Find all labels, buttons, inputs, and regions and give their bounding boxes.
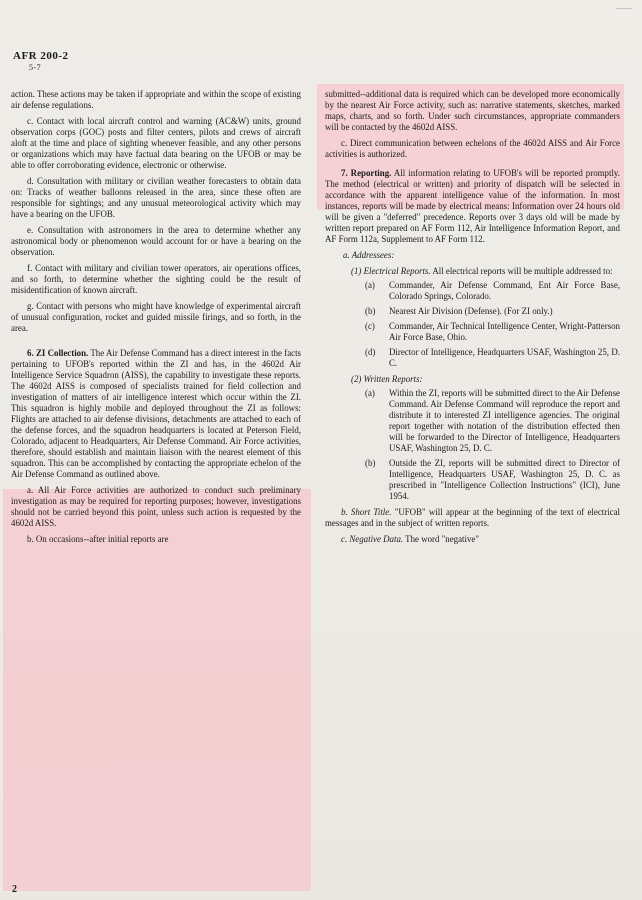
- written-reports-label: (2) Written Reports:: [351, 374, 423, 384]
- item-label: (b): [365, 458, 376, 468]
- electrical-reports: [335, 266, 620, 369]
- electrical-reports-intro: [335, 266, 620, 277]
- para-6-title: 6. ZI Collection.: [27, 348, 89, 358]
- para-7-reporting: [325, 168, 620, 245]
- doc-id: AFR 200-2: [13, 50, 69, 62]
- item-label: (d): [365, 347, 376, 357]
- item-text: Commander, Air Defense Command, Ent Air Force Base, Colorado Springs, Colorado.: [389, 280, 620, 301]
- document-header: [13, 50, 69, 72]
- para-5e: e. Consultation with astronomers in the area to determine whether any astronomical body or phenomenon would account for or have a bearing on the observation.: [11, 225, 301, 257]
- list-item: [365, 347, 620, 369]
- list-item: [365, 280, 620, 302]
- doc-sub-number: 5-7: [29, 63, 42, 72]
- list-item: [365, 388, 620, 454]
- para-5c: c. Contact with local aircraft control and warning (AC&W) units, ground observation corps (GOC) posts and filter centers, pilots and crews of aircraft aloft at the time and place of sighting whenever feasible, and any other persons or organizations which may have factual data bearing on the UFOB or may be able to offer corroborating evidence, electronic or otherwise.: [11, 116, 301, 170]
- para-6-body: The Air Defense Command has a direct interest in the facts pertaining to UFOB's reported within the ZI and has, in the 4602d Air Intelligence Service Squadron (AISS), the capability to investigate these reports. The 4602d AISS is composed of specialists trained for field collection and investigation of matters of air intelligence interest which occur within the ZI. This squadron is highly mobile and deployed throughout the ZI as follows: Flights are attached to air defense divisions, detachments are attached to each of the defense forces, and the squadron headquarters is located at Peterson Field, Colorado, adjacent to Headquarters, Air Defense Command. Air Force activities, therefore, should establish and maintain liaison with the nearest element of this squadron. This can be accomplished by contacting the appropriate echelon of the Air Defense Command as outlined above.: [11, 348, 301, 479]
- para-6b: b. On occasions--after initial reports are: [27, 534, 169, 544]
- list-item: [365, 321, 620, 343]
- item-text: Within the ZI, reports will be submitted direct to the Air Defense Command. Air Defense Command will reproduce the report and distribute it to interested ZI intelligence agencies. The original report together with notation of the distribution effected then will be forwarded to the Director of Intelligence, Headquarters USAF, Washington 25, D. C.: [389, 388, 620, 453]
- electrical-reports-body: All electrical reports will be multiple addressed to:: [432, 266, 613, 276]
- addressees-label: a. Addressees:: [343, 250, 395, 260]
- item-text: Director of Intelligence, Headquarters USAF, Washington 25, D. C.: [389, 347, 620, 368]
- para-6a: a. All Air Force activities are authorized to conduct such preliminary investigation as may be required for reporting purposes; however, investigations should not be carried beyond this point, unless such action is requested by the 4602d AISS.: [11, 485, 301, 528]
- electrical-reports-label: (1) Electrical Reports.: [351, 266, 431, 276]
- para-7b-short-title: [325, 507, 620, 529]
- negative-data-label: c. Negative Data.: [341, 534, 404, 544]
- para-6-zi-collection: [11, 348, 301, 480]
- short-title-label: b. Short Title.: [341, 507, 392, 517]
- written-report-list: [365, 388, 620, 502]
- item-text: Nearest Air Division (Defense). (For ZI only.): [389, 306, 553, 316]
- para-6c: c. Direct communication between echelons of the 4602d AISS and Air Force activities is authorized.: [325, 138, 620, 159]
- item-label: (a): [365, 388, 375, 398]
- item-label: (b): [365, 306, 376, 316]
- page-number: 2: [12, 884, 17, 895]
- para-5g: g. Contact with persons who might have knowledge of experimental aircraft of unusual configuration, rocket and guided missile firings, and so forth, in the area.: [11, 301, 301, 333]
- para-7-title: 7. Reporting.: [341, 168, 392, 178]
- short-title-body: "UFOB" will appear at the beginning of the text of electrical messages and in the subject of written reports.: [325, 507, 621, 528]
- electrical-addressee-list: [365, 280, 620, 369]
- right-column: [325, 89, 620, 550]
- list-item: [365, 306, 620, 317]
- written-reports: [335, 374, 620, 502]
- para-6b-continuation: submitted--additional data is required which can be developed more economically by the nearest Air Force activity, such as: narrative statements, sketches, marked maps, charts, and so forth. Under such circumstances, appropriate commanders will be contacted by the 4602d AISS.: [325, 89, 620, 132]
- item-label: (a): [365, 280, 375, 290]
- para-7-body: All information relating to UFOB's will be reported promptly. The method (electrical or written) and priority of dispatch will be selected in accordance with the apparent intelligence value of the information. In most instances, reports will be made by electrical means: Information over 24 hours old will be given a "deferred" precedence. Reports over 3 days old will be made by written report prepared on AF Form 112, Air Intelligence Information Report, and AF Form 112a, Supplement to AF Form 112.: [325, 168, 620, 244]
- para-5d: d. Consultation with military or civilian weather forecasters to obtain data on: Tracks of weather balloons released in the area, since these often are responsible for sightings; and any unusual meteorological activity which may have a bearing on the UFOB.: [11, 176, 301, 219]
- list-item: [365, 458, 620, 502]
- left-column: [11, 89, 301, 550]
- item-text: Commander, Air Technical Intelligence Center, Wright-Patterson Air Force Base, Ohio.: [389, 321, 620, 342]
- para-action-continuation: action. These actions may be taken if appropriate and within the scope of existing air defense regulations.: [11, 89, 301, 110]
- item-label: (c): [365, 321, 375, 331]
- corner-mark: ........: [616, 2, 632, 11]
- item-text: Outside the ZI, reports will be submitted direct to Director of Intelligence, Headquarters USAF, Washington 25, D. C. as prescribed in "Intelligence Collection Instructions" (ICI), June 1954.: [389, 458, 620, 501]
- negative-data-body: The word "negative": [405, 534, 479, 544]
- para-5f: f. Contact with military and civilian tower operators, air operations offices, and so forth, to determine whether the sighting could be the result of misidentification of known aircraft.: [11, 263, 301, 295]
- para-7c-negative-data: [325, 534, 620, 545]
